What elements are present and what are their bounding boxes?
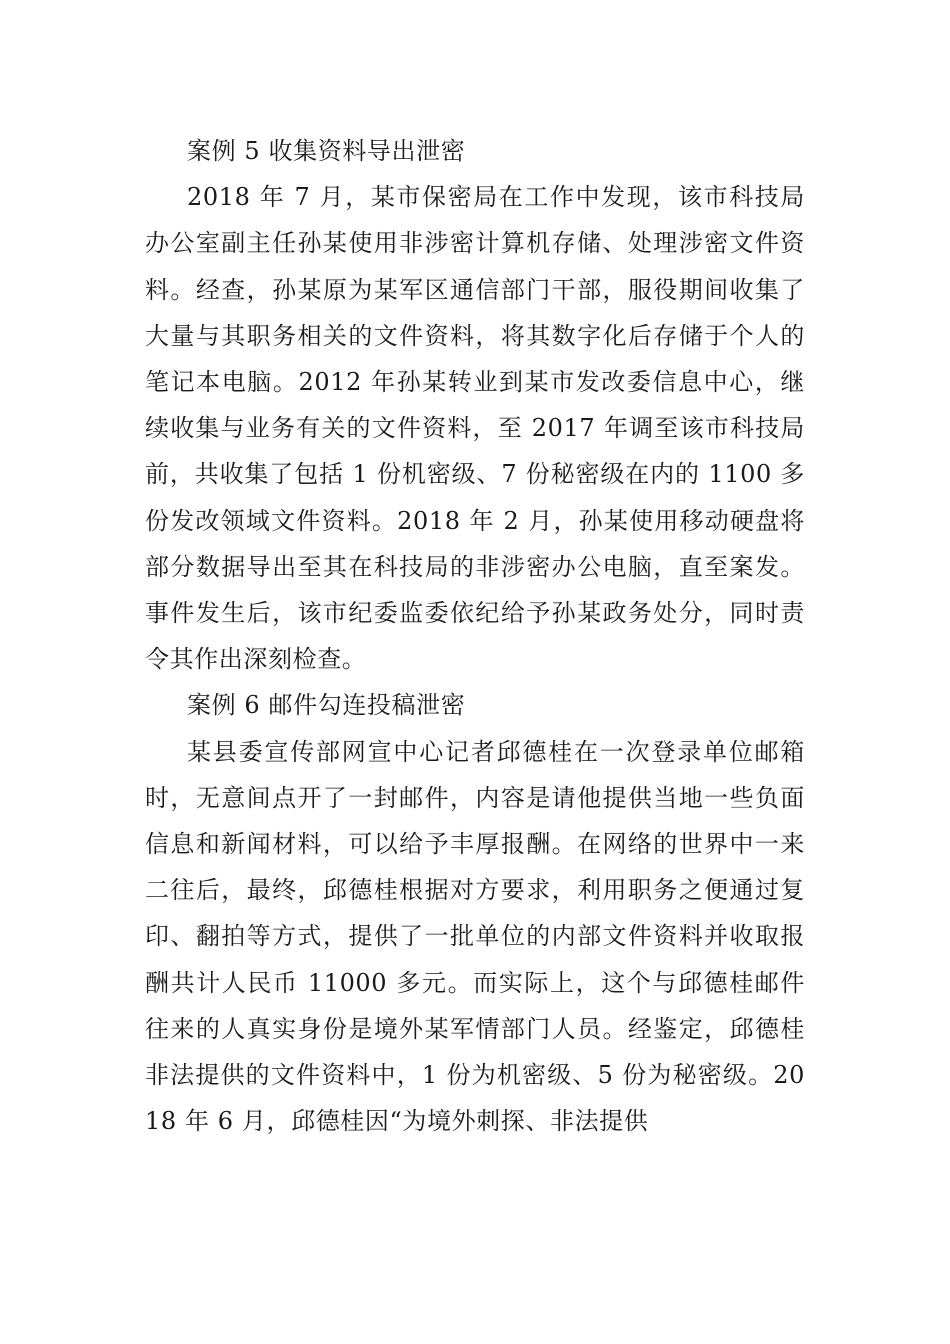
case-5-paragraph: 2018 年 7 月，某市保密局在工作中发现，该市科技局办公室副主任孙某使用非涉密计算机存储、处理涉密文件资料。经查，孙某原为某军区通信部门干部，服役期间收集了大量与其职务相关的文件资料，将其数字化后存储于个人的笔记本电脑。2012 年孙某转业到某市发改委信息中心，继续收集与业务有关的文件资料，至 2017 年调至该市科技局前，共收集了包括 1 份机密级、7 份秘密级在内的 1100 多份发改领域文件资料。2018 年 2 月，孙某使用移动硬盘将部分数据导出至其在科技局的非涉密办公电脑，直至案发。事件发生后，该市纪委监委依纪给予孙某政务处分，同时责令其作出深刻检查。: [145, 183, 805, 674]
case-6-heading: 案例 6 邮件勾连投稿泄密: [187, 691, 466, 720]
case-5-heading: 案例 5 收集资料导出泄密: [187, 137, 466, 165]
case-6-paragraph: 某县委宣传部网宣中心记者邱德桂在一次登录单位邮箱时，无意间点开了一封邮件，内容是请他提供当地一些负面信息和新闻材料，可以给予丰厚报酬。在网络的世界中一来二往后，最终，邱德桂根据对方要求，利用职务之便通过复印、翻拍等方式，提供了一批单位的内部文件资料并收取报酬共计人民币 11000 多元。而实际上，这个与邱德桂邮件往来的人真实身份是境外某军情部门人员。经鉴定，邱德桂非法提供的文件资料中，1 份为机密级、5 份为秘密级。2018 年 6 月，邱德桂因“为境外刺探、非法提供: [145, 737, 805, 1136]
document-body: [145, 128, 805, 1144]
